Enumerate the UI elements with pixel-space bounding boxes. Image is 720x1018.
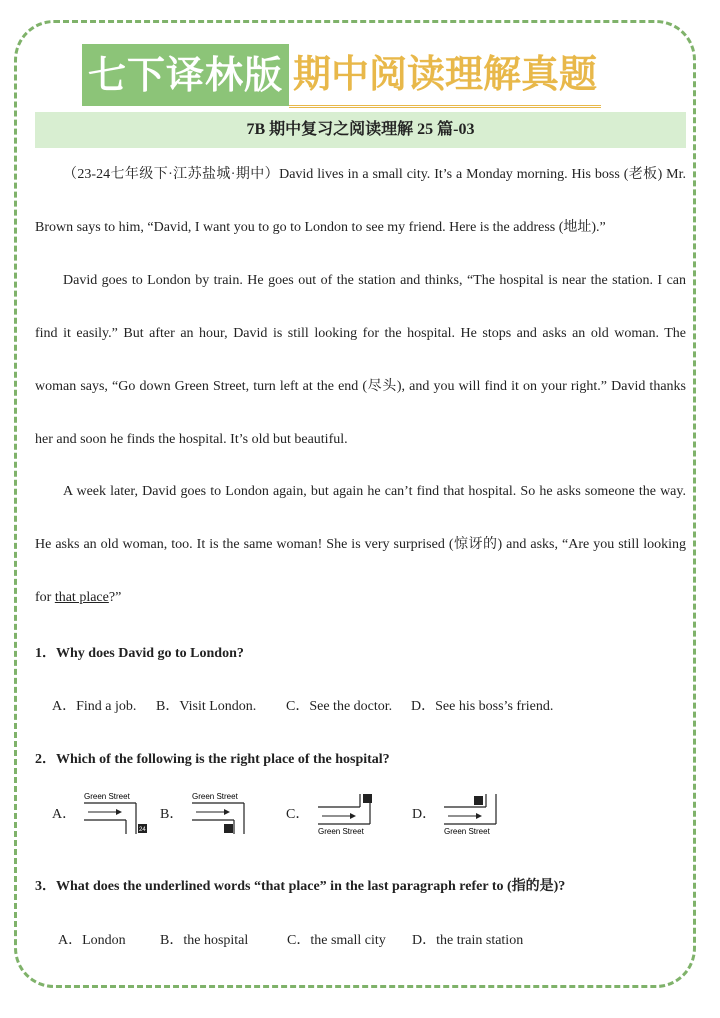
- q3-option-c[interactable]: C．the small city: [287, 933, 386, 948]
- passage-paragraph-3: [35, 465, 686, 624]
- q3-option-b[interactable]: B．the hospital: [160, 933, 249, 948]
- question-1: 1．Why does David go to London?: [35, 646, 244, 661]
- question-3: 3．What does the underlined words “that place” in the last paragraph refer to (指的是)?: [35, 879, 566, 894]
- title-right: 期中阅读理解真题: [289, 43, 601, 108]
- map-d-icon: [442, 790, 504, 836]
- q1-option-b[interactable]: B．Visit London.: [156, 699, 257, 714]
- map-d-street-label: Green Street: [444, 827, 490, 836]
- q2-option-d-label: D．: [412, 807, 437, 822]
- passage-paragraph-2: David goes to London by train. He goes out of the station and thinks, “The hospital is near the station. I can find it easily.” But after an hour, David is still looking for the hospital. He stops and asks an old woman. The woman says, “Go down Green Street, turn left at the end (尽头), and you will find it on your right.” David thanks her and soon he finds the hospital. It’s old but beautiful.: [35, 273, 686, 447]
- title-left: 七下译林版: [82, 44, 289, 106]
- map-c-icon: [316, 790, 378, 836]
- map-a-number: 24: [139, 827, 146, 833]
- q1-option-a[interactable]: A．Find a job.: [52, 699, 137, 714]
- q2-option-c[interactable]: [286, 790, 378, 836]
- p3-text-after: ?”: [108, 590, 122, 605]
- question-1-options: [52, 695, 553, 715]
- map-a-icon: [82, 790, 148, 836]
- underlined-phrase: that place: [54, 590, 109, 605]
- p3-text-before: A week later, David goes to London again, but again he can’t find that hospital. So he asks someone the way. He asks an old woman, too. It is the same woman! She is very surprised (惊讶的) and asks, “Are you still looking for: [35, 484, 686, 605]
- q3-option-d[interactable]: D．the train station: [412, 933, 524, 948]
- map-a-street-label: Green Street: [84, 792, 130, 801]
- page-title: [82, 44, 601, 106]
- q1-option-c[interactable]: C．See the doctor.: [286, 699, 393, 714]
- question-2: 2．Which of the following is the right place of the hospital?: [35, 752, 390, 767]
- passage-paragraph-1: （23-24七年级下·江苏盐城·期中）David lives in a small city. It’s a Monday morning. His boss (老板) Mr. Brown says to him, “David, I want you to go to London to see my friend. Here is the address (地址).”: [35, 167, 686, 235]
- map-c-street-label: Green Street: [318, 827, 364, 836]
- q3-option-a[interactable]: A．London: [58, 933, 126, 948]
- q1-option-d[interactable]: D．See his boss’s friend.: [411, 699, 554, 714]
- q2-option-b[interactable]: [160, 790, 250, 836]
- q2-option-d[interactable]: [412, 790, 504, 836]
- map-b-street-label: Green Street: [192, 792, 238, 801]
- q2-option-a[interactable]: [52, 790, 148, 836]
- subtitle: 7B 期中复习之阅读理解 25 篇-03: [35, 112, 686, 148]
- map-b-icon: [190, 790, 250, 836]
- question-3-options: [58, 929, 523, 949]
- q2-option-a-label: A．: [52, 807, 77, 822]
- q2-option-b-label: B．: [160, 807, 184, 822]
- q2-option-c-label: C．: [286, 807, 310, 822]
